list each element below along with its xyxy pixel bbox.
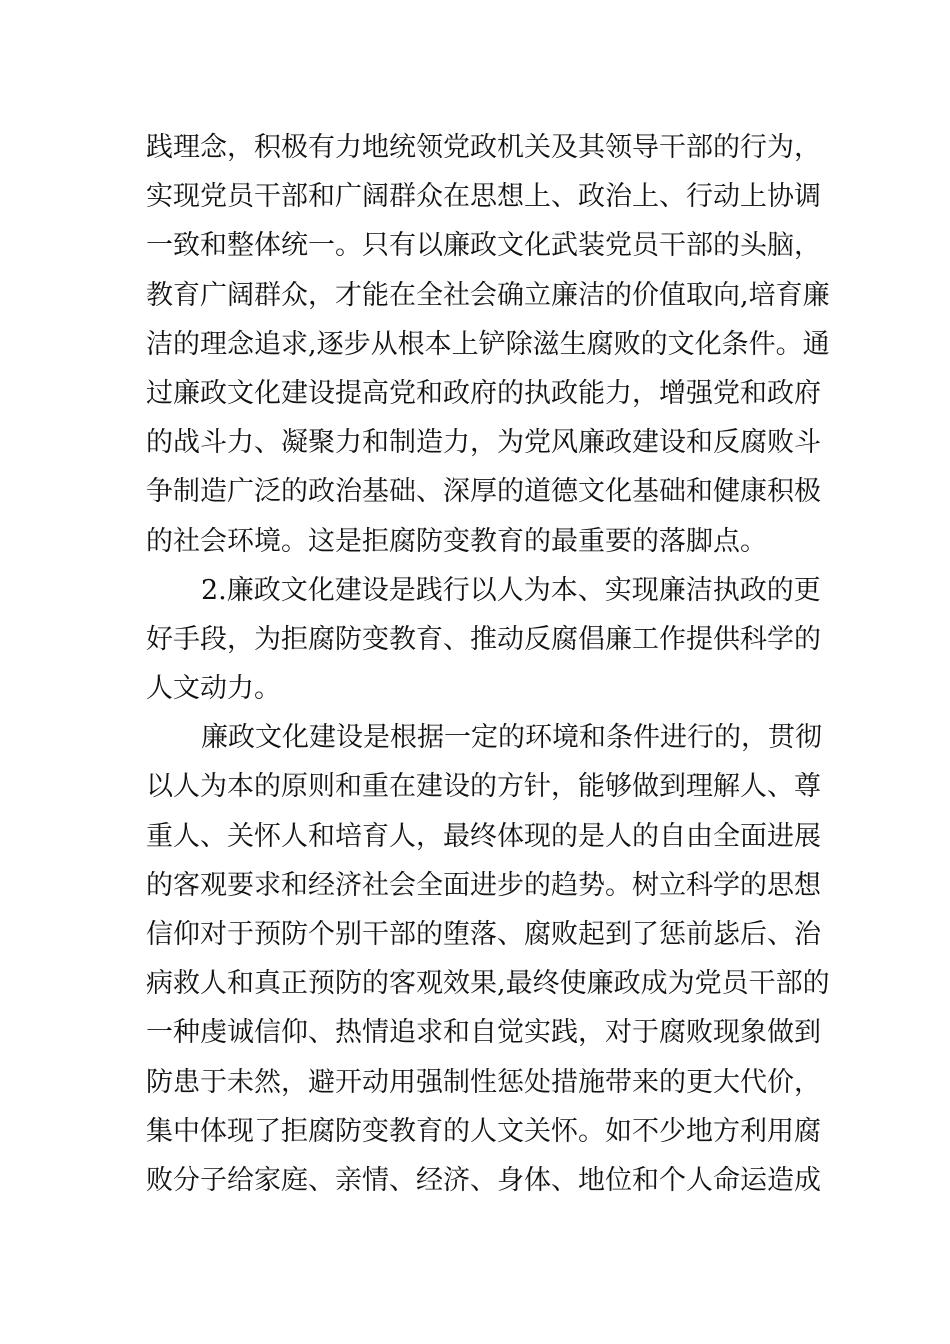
text-line: 的战斗力、凝聚力和制造力，为党风廉政建设和反腐败斗 — [146, 427, 821, 459]
text-line: 践理念，积极有力地统领党政机关及其领导干部的行为， — [146, 132, 821, 163]
text-line: 病救人和真正预防的客观效果,最终使廉政成为党员干部的 — [146, 968, 830, 1000]
text-line: 人文动力。 — [146, 673, 281, 705]
document-body — [146, 123, 830, 1205]
text-line: 一致和整体统一。只有以廉政文化武装党员干部的头脑， — [146, 230, 821, 262]
text-line: 防患于未然，避开动用强制性惩处措施带来的更大代价， — [146, 1066, 821, 1098]
text-line: 2.廉政文化建设是践行以人为本、实现廉洁执政的更 — [201, 574, 821, 606]
text-line: 集中体现了拒腐防变教育的人文关怀。如不少地方利用腐 — [146, 1115, 821, 1147]
text-line: 重人、关怀人和培育人，最终体现的是人的自由全面进展 — [146, 820, 821, 852]
text-line: 信仰对于预防个别干部的堕落、腐败起到了惩前毖后、治 — [146, 919, 821, 950]
paragraph-2-heading — [146, 566, 821, 714]
text-line: 的社会环境。这是拒腐防变教育的最重要的落脚点。 — [146, 525, 767, 557]
text-line: 实现党员干部和广阔群众在思想上、政治上、行动上协调 — [146, 181, 821, 213]
text-line: 败分子给家庭、亲情、经济、身体、地位和个人命运造成 — [146, 1164, 821, 1196]
paragraph-3 — [146, 713, 830, 1205]
text-line: 的客观要求和经济社会全面进步的趋势。树立科学的思想 — [146, 869, 821, 901]
text-line: 廉政文化建设是根据一定的环境和条件进行的，贯彻 — [201, 722, 822, 754]
text-line: 洁的理念追求,逐步从根本上铲除滋生腐败的文化条件。通 — [146, 328, 830, 360]
text-line: 过廉政文化建设提高党和政府的执政能力，增强党和政府 — [146, 377, 821, 409]
text-line: 教育广阔群众，才能在全社会确立廉洁的价值取向,培育廉 — [146, 279, 830, 311]
text-line: 好手段，为拒腐防变教育、推动反腐倡廉工作提供科学的 — [146, 623, 821, 655]
text-line: 争制造广泛的政治基础、深厚的道德文化基础和健康积极 — [146, 476, 821, 508]
paragraph-1 — [146, 123, 830, 566]
text-line: 以人为本的原则和重在建设的方针，能够做到理解人、尊 — [146, 771, 821, 803]
text-line: 一种虔诚信仰、热情追求和自觉实践，对于腐败现象做到 — [146, 1017, 821, 1049]
